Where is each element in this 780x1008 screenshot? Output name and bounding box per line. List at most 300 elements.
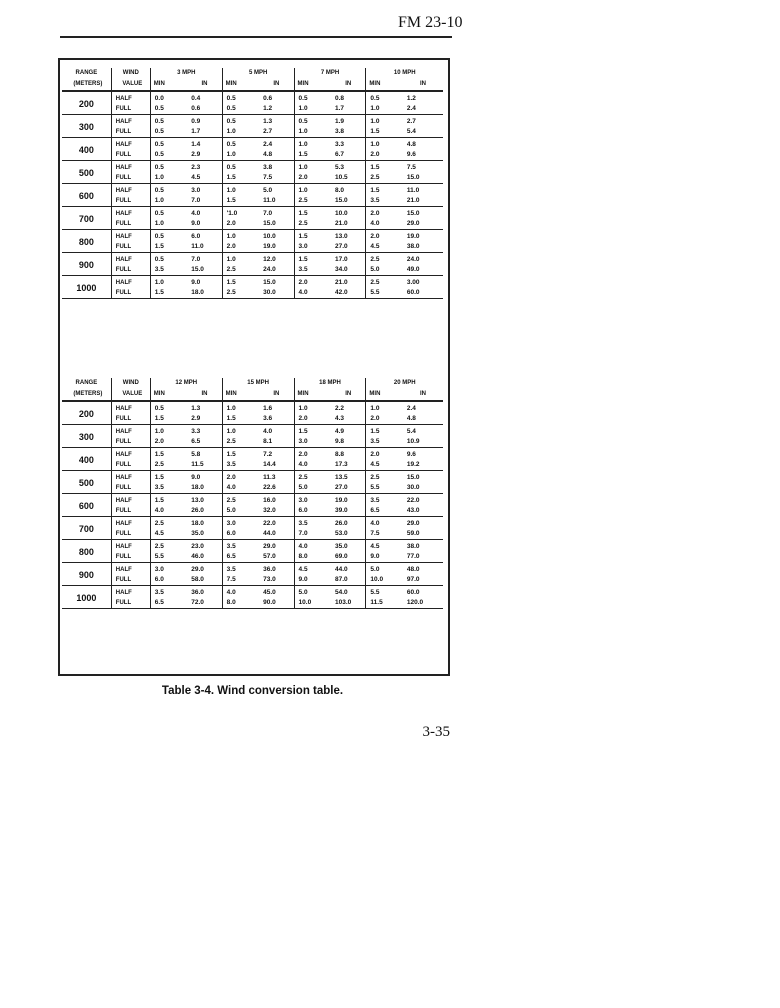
- wind-value-cell: HALF: [111, 540, 150, 553]
- in-value-cell: 11.5: [187, 460, 222, 471]
- table-row: [62, 506, 443, 517]
- min-value-cell: 4.0: [222, 483, 259, 494]
- min-value-cell: 9.0: [366, 552, 403, 563]
- wind-value-cell: HALF: [111, 253, 150, 266]
- table-row: [62, 276, 443, 289]
- wind-value-cell: HALF: [111, 207, 150, 220]
- min-value-cell: 3.5: [298, 520, 308, 527]
- in-value-cell: 7.5: [259, 173, 294, 184]
- wind-value-cell: HALF: [111, 471, 150, 484]
- min-value-cell: 1.0: [226, 187, 236, 194]
- min-value-cell: 1.0: [294, 127, 331, 138]
- min-value-cell: 8.0: [294, 552, 331, 563]
- in-value-cell: 13.0: [187, 494, 222, 507]
- table-row: [62, 288, 443, 299]
- in-value-cell: 49.0: [403, 265, 443, 276]
- in-value-cell: 18.0: [187, 483, 222, 494]
- in-value-cell: 5.4: [406, 428, 416, 435]
- wind-value-cell: FULL: [111, 552, 150, 563]
- in-value-cell: 7.0: [259, 207, 294, 220]
- table-row: [62, 242, 443, 253]
- wind-table-low-speeds: [62, 68, 443, 299]
- in-value-cell: 2.7: [259, 127, 294, 138]
- range-header-units: (METERS): [62, 389, 111, 401]
- min-value-cell: 0.0: [154, 95, 164, 102]
- table-row: [62, 265, 443, 276]
- in-value-cell: 15.0: [406, 210, 420, 217]
- in-value-cell: 17.0: [331, 253, 366, 266]
- in-value-cell: 5.8: [187, 448, 222, 461]
- min-value-cell: 1.0: [298, 164, 308, 171]
- in-value-cell: 69.0: [331, 552, 366, 563]
- min-value-cell: 4.0: [366, 219, 403, 230]
- min-value-cell: 0.5: [226, 118, 236, 125]
- in-value-cell: 90.0: [259, 598, 294, 609]
- min-value-cell: 1.5: [366, 127, 403, 138]
- table-row: [62, 253, 443, 266]
- in-value-cell: 13.0: [331, 230, 366, 243]
- in-value-cell: 21.0: [331, 219, 366, 230]
- min-value-cell: 3.0: [294, 437, 331, 448]
- min-value-cell: 4.0: [294, 460, 331, 471]
- in-value-cell: 9.0: [187, 276, 222, 289]
- in-value-cell: 103.0: [331, 598, 366, 609]
- table-row: [62, 563, 443, 576]
- in-header: IN: [331, 79, 366, 91]
- table-row: [62, 104, 443, 115]
- wind-value-cell: HALF: [111, 494, 150, 507]
- min-value-cell: 5.0: [222, 506, 259, 517]
- in-value-cell: 3.8: [259, 161, 294, 174]
- min-value-cell: 4.5: [298, 566, 308, 573]
- min-value-cell: 6.0: [222, 529, 259, 540]
- in-value-cell: 9.8: [331, 437, 366, 448]
- min-value-cell: 0.5: [150, 150, 187, 161]
- min-header: MIN: [150, 389, 187, 401]
- wind-value-cell: FULL: [111, 127, 150, 138]
- range-cell: 800: [62, 230, 111, 253]
- min-value-cell: 0.5: [226, 164, 236, 171]
- wind-value-cell: HALF: [111, 276, 150, 289]
- min-value-cell: 2.5: [222, 437, 259, 448]
- wind-value-cell: FULL: [111, 414, 150, 425]
- min-value-cell: 0.5: [154, 256, 164, 263]
- table-row: [62, 460, 443, 471]
- in-value-cell: 10.0: [331, 207, 366, 220]
- in-value-cell: 24.0: [259, 265, 294, 276]
- in-value-cell: 27.0: [331, 242, 366, 253]
- wind-value-cell: FULL: [111, 288, 150, 299]
- min-value-cell: 2.0: [294, 173, 331, 184]
- in-value-cell: 0.4: [187, 91, 222, 104]
- min-value-cell: 5.0: [294, 483, 331, 494]
- in-value-cell: 7.0: [187, 253, 222, 266]
- in-value-cell: 3.3: [331, 138, 366, 151]
- min-value-cell: 2.0: [366, 414, 403, 425]
- wind-header: WIND: [111, 68, 150, 79]
- in-value-cell: 2.4: [259, 138, 294, 151]
- min-value-cell: 1.5: [370, 187, 380, 194]
- in-value-cell: 59.0: [403, 529, 443, 540]
- in-value-cell: 35.0: [187, 529, 222, 540]
- min-value-cell: 3.0: [294, 242, 331, 253]
- min-value-cell: 1.5: [154, 451, 164, 458]
- in-value-cell: 1.2: [259, 104, 294, 115]
- table-row: [62, 552, 443, 563]
- min-value-cell: 2.0: [226, 474, 236, 481]
- min-value-cell: 0.5: [150, 104, 187, 115]
- range-cell: 200: [62, 401, 111, 425]
- in-value-cell: 2.3: [187, 161, 222, 174]
- min-value-cell: 3.0: [226, 520, 236, 527]
- min-value-cell: 1.0: [226, 233, 236, 240]
- in-value-cell: 22.0: [406, 497, 420, 504]
- wind-value-cell: FULL: [111, 196, 150, 207]
- in-value-cell: 4.8: [406, 141, 416, 148]
- min-value-cell: 2.5: [222, 288, 259, 299]
- min-value-cell: 1.0: [370, 118, 380, 125]
- wind-value-cell: HALF: [111, 138, 150, 151]
- wind-value-cell: HALF: [111, 425, 150, 438]
- table-row: [62, 138, 443, 151]
- min-value-cell: 2.0: [370, 233, 380, 240]
- in-header: IN: [259, 79, 294, 91]
- min-header: MIN: [294, 79, 331, 91]
- in-value-cell: 14.4: [259, 460, 294, 471]
- table-row: [62, 150, 443, 161]
- wind-value-cell: FULL: [111, 575, 150, 586]
- in-value-cell: 9.0: [187, 219, 222, 230]
- in-header: IN: [187, 79, 222, 91]
- min-value-cell: 4.0: [298, 543, 308, 550]
- table-row: [62, 219, 443, 230]
- min-value-cell: 2.5: [294, 196, 331, 207]
- table-row: [62, 161, 443, 174]
- min-value-cell: 9.0: [294, 575, 331, 586]
- wind-value-cell: FULL: [111, 150, 150, 161]
- min-value-cell: 2.5: [154, 520, 164, 527]
- in-header: IN: [331, 389, 366, 401]
- in-value-cell: 73.0: [259, 575, 294, 586]
- range-cell: 500: [62, 161, 111, 184]
- in-value-cell: 23.0: [187, 540, 222, 553]
- in-value-cell: 39.0: [331, 506, 366, 517]
- min-value-cell: 3.5: [150, 265, 187, 276]
- in-value-cell: 9.0: [187, 471, 222, 484]
- min-value-cell: 3.5: [366, 437, 403, 448]
- speed-header: 18 MPH: [294, 378, 366, 389]
- in-value-cell: 2.7: [406, 118, 416, 125]
- table-row: [62, 437, 443, 448]
- wind-value-cell: HALF: [111, 448, 150, 461]
- in-value-cell: 19.0: [259, 242, 294, 253]
- in-value-cell: 26.0: [187, 506, 222, 517]
- min-value-cell: 1.5: [150, 288, 187, 299]
- in-value-cell: 10.0: [259, 230, 294, 243]
- wind-value-cell: HALF: [111, 401, 150, 414]
- in-value-cell: 18.0: [187, 517, 222, 530]
- in-value-cell: 1.7: [187, 127, 222, 138]
- wind-value-cell: FULL: [111, 265, 150, 276]
- min-value-cell: 1.5: [298, 233, 308, 240]
- wind-value-cell: HALF: [111, 161, 150, 174]
- table-row: [62, 173, 443, 184]
- wind-value-cell: FULL: [111, 483, 150, 494]
- in-value-cell: 30.0: [403, 483, 443, 494]
- table-row: [62, 575, 443, 586]
- table-row: [62, 184, 443, 197]
- min-value-cell: 5.5: [366, 288, 403, 299]
- min-value-cell: 1.0: [370, 405, 380, 412]
- in-value-cell: 9.6: [406, 451, 416, 458]
- wind-value-cell: FULL: [111, 506, 150, 517]
- wind-value-cell: HALF: [111, 115, 150, 128]
- min-value-cell: 2.5: [370, 474, 380, 481]
- range-cell: 200: [62, 91, 111, 115]
- range-cell: 600: [62, 494, 111, 517]
- table-row: [62, 598, 443, 609]
- table-caption: Table 3-4. Wind conversion table.: [161, 685, 344, 697]
- min-value-cell: 1.5: [222, 173, 259, 184]
- in-value-cell: 54.0: [331, 586, 366, 599]
- wind-value-cell: HALF: [111, 563, 150, 576]
- speed-header: 10 MPH: [393, 70, 416, 76]
- min-value-cell: 2.5: [370, 279, 380, 286]
- table-row: [62, 196, 443, 207]
- range-cell: 400: [62, 448, 111, 471]
- wind-value-cell: FULL: [111, 529, 150, 540]
- in-value-cell: 29.0: [406, 520, 420, 527]
- min-value-cell: 1.0: [366, 104, 403, 115]
- wind-value-cell: FULL: [111, 598, 150, 609]
- min-value-cell: 1.0: [154, 279, 164, 286]
- range-cell: 300: [62, 425, 111, 448]
- min-value-cell: 1.5: [150, 242, 187, 253]
- in-value-cell: 26.0: [331, 517, 366, 530]
- min-value-cell: 5.0: [366, 265, 403, 276]
- table-row: [62, 517, 443, 530]
- in-value-cell: 29.0: [403, 219, 443, 230]
- speed-header: 20 MPH: [393, 380, 416, 386]
- in-value-cell: 57.0: [259, 552, 294, 563]
- min-value-cell: 0.5: [298, 95, 308, 102]
- in-value-cell: 29.0: [259, 540, 294, 553]
- in-value-cell: 7.0: [187, 196, 222, 207]
- in-value-cell: 11.3: [259, 471, 294, 484]
- range-cell: 600: [62, 184, 111, 207]
- min-value-cell: 3.5: [294, 265, 331, 276]
- min-value-cell: 0.5: [154, 405, 164, 412]
- in-value-cell: 9.6: [403, 150, 443, 161]
- in-value-cell: 13.5: [331, 471, 366, 484]
- in-value-cell: 44.0: [331, 563, 366, 576]
- page-number: 3-35: [422, 724, 450, 740]
- min-value-cell: 2.5: [298, 474, 308, 481]
- in-value-cell: 8.8: [331, 448, 366, 461]
- min-value-cell: 1.0: [222, 127, 259, 138]
- min-value-cell: 0.5: [226, 95, 236, 102]
- in-value-cell: 3.0: [187, 184, 222, 197]
- min-value-cell: 4.5: [366, 242, 403, 253]
- in-value-cell: 6.0: [187, 230, 222, 243]
- in-value-cell: 27.0: [331, 483, 366, 494]
- wind-value-header: VALUE: [111, 389, 150, 401]
- in-value-cell: 120.0: [403, 598, 443, 609]
- in-value-cell: 87.0: [331, 575, 366, 586]
- range-cell: 700: [62, 207, 111, 230]
- table-row: [62, 207, 443, 220]
- min-value-cell: 7.0: [294, 529, 331, 540]
- table-row: [62, 471, 443, 484]
- min-value-cell: 6.5: [222, 552, 259, 563]
- min-value-cell: 1.5: [222, 196, 259, 207]
- min-header: MIN: [150, 79, 187, 91]
- min-value-cell: 0.5: [226, 141, 236, 148]
- in-value-cell: 97.0: [403, 575, 443, 586]
- min-value-cell: 2.0: [370, 210, 380, 217]
- in-value-cell: 45.0: [259, 586, 294, 599]
- wind-value-cell: FULL: [111, 173, 150, 184]
- in-value-cell: 60.0: [403, 288, 443, 299]
- in-value-cell: 3.8: [331, 127, 366, 138]
- min-value-cell: 1.5: [154, 497, 164, 504]
- in-value-cell: 8.1: [259, 437, 294, 448]
- in-value-cell: 3.6: [259, 414, 294, 425]
- min-value-cell: 0.5: [154, 187, 164, 194]
- in-value-cell: 4.0: [259, 425, 294, 438]
- speed-header: 15 MPH: [222, 378, 294, 389]
- min-value-cell: 4.0: [370, 520, 380, 527]
- min-value-cell: 1.0: [298, 187, 308, 194]
- in-value-cell: 4.5: [187, 173, 222, 184]
- in-value-cell: 4.8: [259, 150, 294, 161]
- in-value-cell: 11.0: [406, 187, 420, 194]
- min-value-cell: 1.5: [298, 210, 308, 217]
- range-header: RANGE: [62, 378, 111, 389]
- min-value-cell: 1.0: [150, 173, 187, 184]
- min-value-cell: 1.0: [222, 150, 259, 161]
- table-row: [62, 127, 443, 138]
- in-value-cell: 30.0: [259, 288, 294, 299]
- in-header: IN: [259, 389, 294, 401]
- in-value-cell: 21.0: [331, 276, 366, 289]
- speed-header: 5 MPH: [222, 68, 294, 79]
- wind-value-cell: HALF: [111, 184, 150, 197]
- min-value-cell: 1.5: [298, 256, 308, 263]
- in-value-cell: 32.0: [259, 506, 294, 517]
- min-value-cell: 2.5: [222, 265, 259, 276]
- table-row: [62, 448, 443, 461]
- min-value-cell: 1.0: [298, 141, 308, 148]
- wind-value-cell: FULL: [111, 437, 150, 448]
- in-value-cell: 0.6: [259, 91, 294, 104]
- min-header: MIN: [294, 389, 331, 401]
- in-value-cell: 36.0: [187, 586, 222, 599]
- in-value-cell: 4.0: [187, 207, 222, 220]
- in-header: IN: [187, 389, 222, 401]
- in-value-cell: 17.3: [331, 460, 366, 471]
- in-value-cell: 0.9: [187, 115, 222, 128]
- min-value-cell: 1.5: [150, 414, 187, 425]
- range-header: RANGE: [62, 68, 111, 79]
- min-value-cell: 0.5: [222, 104, 259, 115]
- wind-value-cell: FULL: [111, 104, 150, 115]
- in-value-cell: 42.0: [331, 288, 366, 299]
- min-value-cell: 2.5: [150, 460, 187, 471]
- in-value-cell: 38.0: [403, 242, 443, 253]
- min-value-cell: 4.0: [150, 506, 187, 517]
- min-value-cell: 7.5: [366, 529, 403, 540]
- in-value-cell: 19.2: [403, 460, 443, 471]
- in-value-cell: 1.9: [331, 115, 366, 128]
- in-value-cell: 15.0: [187, 265, 222, 276]
- range-cell: 700: [62, 517, 111, 540]
- min-value-cell: 3.5: [226, 566, 236, 573]
- min-value-cell: 5.5: [370, 589, 380, 596]
- min-value-cell: 6.5: [150, 598, 187, 609]
- in-value-cell: 22.0: [259, 517, 294, 530]
- in-value-cell: 10.9: [403, 437, 443, 448]
- min-value-cell: 1.5: [226, 279, 236, 286]
- min-header: MIN: [222, 79, 259, 91]
- min-value-cell: 0.5: [370, 95, 380, 102]
- in-value-cell: 0.8: [331, 91, 366, 104]
- in-value-cell: 21.0: [403, 196, 443, 207]
- in-value-cell: 15.0: [259, 276, 294, 289]
- in-value-cell: 1.6: [259, 401, 294, 414]
- min-value-cell: 0.5: [154, 118, 164, 125]
- min-value-cell: 2.5: [226, 497, 236, 504]
- in-value-cell: 2.4: [403, 104, 443, 115]
- in-header: IN: [403, 79, 443, 91]
- wind-value-cell: FULL: [111, 242, 150, 253]
- min-value-cell: 10.0: [294, 598, 331, 609]
- in-value-cell: 7.5: [406, 164, 416, 171]
- min-value-cell: 4.5: [370, 543, 380, 550]
- min-value-cell: 1.5: [154, 474, 164, 481]
- in-value-cell: 29.0: [187, 563, 222, 576]
- min-value-cell: 1.5: [294, 150, 331, 161]
- min-value-cell: 2.0: [298, 451, 308, 458]
- min-value-cell: 3.0: [298, 497, 308, 504]
- min-value-cell: 0.5: [154, 164, 164, 171]
- min-value-cell: 2.0: [370, 451, 380, 458]
- speed-header: 7 MPH: [294, 68, 366, 79]
- in-value-cell: 11.0: [259, 196, 294, 207]
- in-value-cell: 38.0: [406, 543, 420, 550]
- in-value-cell: 77.0: [403, 552, 443, 563]
- min-value-cell: 1.0: [226, 428, 236, 435]
- in-value-cell: 1.7: [331, 104, 366, 115]
- min-value-cell: 1.0: [154, 428, 164, 435]
- min-value-cell: 5.5: [366, 483, 403, 494]
- in-value-cell: 35.0: [331, 540, 366, 553]
- table-row: [62, 91, 443, 104]
- min-value-cell: 6.5: [366, 506, 403, 517]
- min-value-cell: 2.0: [150, 437, 187, 448]
- in-value-cell: 58.0: [187, 575, 222, 586]
- min-value-cell: 2.0: [366, 150, 403, 161]
- min-value-cell: '1.0: [226, 210, 238, 217]
- in-value-cell: 19.0: [406, 233, 420, 240]
- min-value-cell: 1.0: [226, 256, 236, 263]
- min-value-cell: 3.0: [154, 566, 164, 573]
- in-value-cell: 15.0: [403, 173, 443, 184]
- min-value-cell: 3.5: [150, 483, 187, 494]
- range-cell: 900: [62, 253, 111, 276]
- min-value-cell: 6.0: [294, 506, 331, 517]
- min-header: MIN: [366, 389, 403, 401]
